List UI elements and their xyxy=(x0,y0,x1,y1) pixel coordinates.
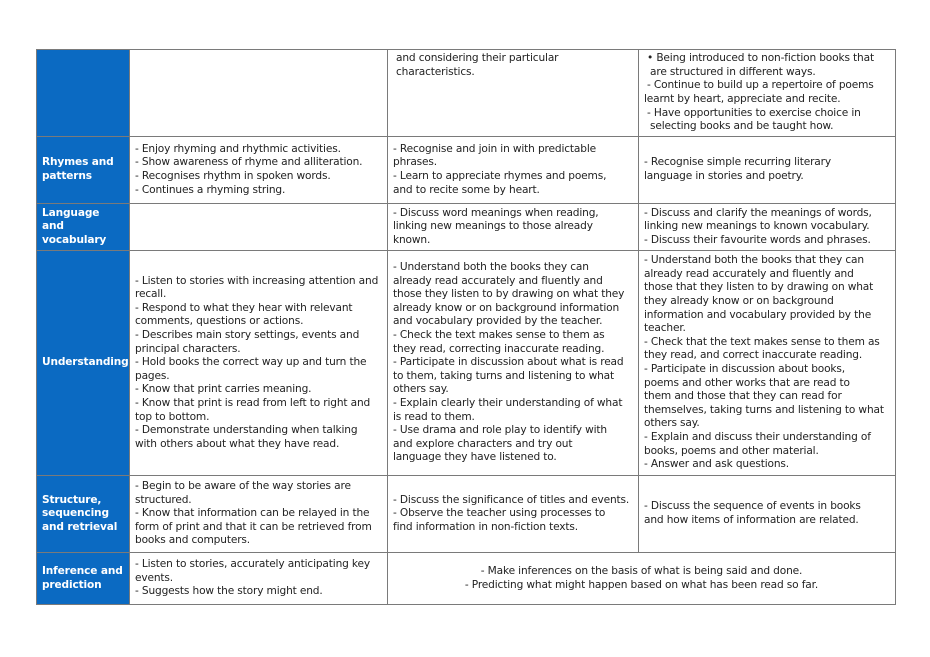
cell-text-line: - Learn to appreciate rhymes and poems, xyxy=(393,170,607,182)
cell-text-line: selecting books and be taught how. xyxy=(650,120,834,133)
cell-text-line: - Explain clearly their understanding of what xyxy=(393,396,623,409)
cell-text-line: - Describes main story settings, events and xyxy=(135,329,360,342)
cell-text-line: principal characters. xyxy=(135,342,241,355)
cell-continued-col1 xyxy=(130,50,388,137)
cell-text-line: and vocabulary provided by the teacher. xyxy=(393,315,603,328)
cell-text-line: - Check the text makes sense to them as xyxy=(393,329,605,342)
cell-text-line: - Listen to stories, accurately anticipating key xyxy=(135,558,371,571)
cell-text-line: - Recognise and join in with predictable xyxy=(393,142,596,155)
cell-text-line: others say. xyxy=(644,417,700,430)
cell-text-line: and considering their particular xyxy=(396,52,559,64)
table-row-understanding xyxy=(37,251,896,476)
cell-text-line: - Show awareness of rhyme and alliteration. xyxy=(135,156,363,169)
cell-text-line: - Discuss the sequence of events in books xyxy=(644,500,861,513)
cell-text-line: - Discuss word meanings when reading, xyxy=(393,206,599,219)
table-row-inference xyxy=(37,553,896,605)
cell-text-line: characteristics. xyxy=(396,65,475,78)
cell-text-line: language in stories and poetry. xyxy=(644,170,804,182)
cell-text-line: - Participate in discussion about what is read xyxy=(393,356,624,369)
cell-text-line: - Discuss and clarify the meanings of words, xyxy=(644,206,872,219)
cell-rhymes-col3 xyxy=(639,137,896,204)
cell-text-line: books, poems and other material. xyxy=(644,444,819,457)
cell-text-line: - Continues a rhyming string. xyxy=(135,183,286,196)
cell-text-line: - Participate in discussion about books, xyxy=(644,363,846,375)
cell-text-line: poems and other works that are read to xyxy=(644,376,850,389)
reading-curriculum-table xyxy=(36,49,896,605)
cell-text-line: - Make inferences on the basis of what is being said and done. xyxy=(480,564,803,577)
cell-text-line: - Know that print is read from left to right and xyxy=(135,396,371,409)
cell-text-line: - Recognises rhythm in spoken words. xyxy=(135,170,331,182)
cell-text-line: - Check that the text makes sense to them as xyxy=(644,335,880,348)
row-header-understanding: Understanding xyxy=(37,251,130,476)
cell-text-line: already read accurately and fluently and xyxy=(644,267,854,280)
cell-structure-col1 xyxy=(130,476,388,553)
cell-text-line: language they have listened to. xyxy=(393,451,557,464)
cell-text-line: • Being introduced to non-fiction books that xyxy=(647,52,874,65)
cell-text-line: - Understand both the books that they can xyxy=(644,254,864,267)
cell-text-line: - Predicting what might happen based on what has been read so far. xyxy=(464,578,819,591)
cell-text-line: information and vocabulary provided by the xyxy=(644,308,872,321)
cell-text-line: - Listen to stories with increasing attention and xyxy=(135,274,379,287)
cell-text-line: find information in non-fiction texts. xyxy=(393,520,578,533)
row-header-inference: Inference and prediction xyxy=(37,553,130,605)
cell-text-line: - Use drama and role play to identify with xyxy=(393,424,607,437)
table-row-rhymes xyxy=(37,137,896,204)
cell-understanding-col3 xyxy=(639,251,896,476)
cell-text-line: - Demonstrate understanding when talking xyxy=(135,424,358,437)
cell-text-line: - Explain and discuss their understanding of xyxy=(644,430,871,443)
cell-text-line: and how items of information are related. xyxy=(644,514,859,526)
cell-text-line: linking new meanings to those already xyxy=(393,220,593,233)
cell-text-line: - Answer and ask questions. xyxy=(644,458,789,471)
cell-continued-col3 xyxy=(639,50,896,137)
cell-continued-col2 xyxy=(388,50,639,137)
cell-text-line: already know or on background information xyxy=(393,301,620,314)
cell-text-line: themselves, taking turns and listening to what xyxy=(644,403,884,416)
cell-text-line: - Discuss the significance of titles and events. xyxy=(393,493,630,506)
row-header-rhymes: Rhymes and patterns xyxy=(37,137,130,204)
cell-text-line: they already know or on background xyxy=(644,295,834,308)
cell-rhymes-col1 xyxy=(130,137,388,204)
cell-text-line: with others about what they have read. xyxy=(135,437,340,450)
cell-understanding-col2 xyxy=(388,251,639,476)
cell-language-col3 xyxy=(639,204,896,251)
cell-text-line: - Have opportunities to exercise choice in xyxy=(647,106,861,119)
cell-text-line: - Begin to be aware of the way stories are xyxy=(135,480,351,493)
cell-text-line: teacher. xyxy=(644,322,686,335)
cell-text-line: they read, correcting inaccurate reading. xyxy=(393,342,605,355)
cell-text-line: - Suggests how the story might end. xyxy=(135,585,323,598)
cell-text-line: pages. xyxy=(135,369,170,382)
table-row-language xyxy=(37,204,896,251)
cell-text-line: - Enjoy rhyming and rhythmic activities. xyxy=(135,142,341,155)
table-row-continued xyxy=(37,50,896,137)
cell-understanding-col1 xyxy=(130,251,388,476)
cell-text-line: - Understand both the books they can xyxy=(393,261,589,274)
cell-language-col1 xyxy=(130,204,388,251)
cell-text-line: - Discuss their favourite words and phrases. xyxy=(644,233,871,246)
cell-text-line: and explore characters and try out xyxy=(393,437,573,450)
cell-structure-col2 xyxy=(388,476,639,553)
cell-language-col2 xyxy=(388,204,639,251)
row-header-language: Language and vocabulary xyxy=(37,204,130,251)
cell-text-line: are structured in different ways. xyxy=(650,65,816,78)
cell-text-line: them and those that they can read for xyxy=(644,390,842,403)
cell-text-line: - Recognise simple recurring literary xyxy=(644,156,831,169)
cell-inference-col23 xyxy=(388,553,896,605)
cell-rhymes-col2 xyxy=(388,137,639,204)
cell-text-line: recall. xyxy=(135,288,167,301)
cell-text-line: comments, questions or actions. xyxy=(135,315,304,328)
cell-text-line: those that they listen to by drawing on what xyxy=(644,281,874,294)
cell-text-line: known. xyxy=(393,233,431,246)
cell-text-line: and to recite some by heart. xyxy=(393,183,540,196)
cell-text-line: those they listen to by drawing on what they xyxy=(393,288,625,301)
cell-text-line: learnt by heart, appreciate and recite. xyxy=(644,93,841,105)
cell-text-line: - Know that information can be relayed in the xyxy=(135,507,370,520)
cell-text-line: - Know that print carries meaning. xyxy=(135,383,312,396)
cell-text-line: top to bottom. xyxy=(135,410,210,423)
cell-text-line: - Continue to build up a repertoire of poems xyxy=(647,79,874,92)
cell-text-line: phrases. xyxy=(393,156,438,169)
cell-text-line: to them, taking turns and listening to what xyxy=(393,369,615,382)
cell-text-line: events. xyxy=(135,571,174,584)
cell-text-line: books and computers. xyxy=(135,534,250,547)
cell-text-line: already read accurately and fluently and xyxy=(393,274,603,287)
cell-text-line: structured. xyxy=(135,493,192,506)
cell-text-line: they read, and correct inaccurate reading. xyxy=(644,349,863,362)
cell-text-line: - Hold books the correct way up and turn the xyxy=(135,356,367,369)
cell-text-line: form of print and that it can be retrieved from xyxy=(135,520,372,533)
table-row-structure xyxy=(37,476,896,553)
cell-structure-col3 xyxy=(639,476,896,553)
cell-inference-col1 xyxy=(130,553,388,605)
cell-text-line: linking new meanings to known vocabulary. xyxy=(644,220,870,233)
cell-text-line: - Respond to what they hear with relevant xyxy=(135,301,353,314)
cell-text-line: - Observe the teacher using processes to xyxy=(393,507,606,520)
cell-text-line: is read to them. xyxy=(393,410,475,423)
row-header-structure: Structure, sequencing and retrieval xyxy=(37,476,130,553)
row-header-continued xyxy=(37,50,130,137)
cell-text-line: others say. xyxy=(393,383,449,396)
